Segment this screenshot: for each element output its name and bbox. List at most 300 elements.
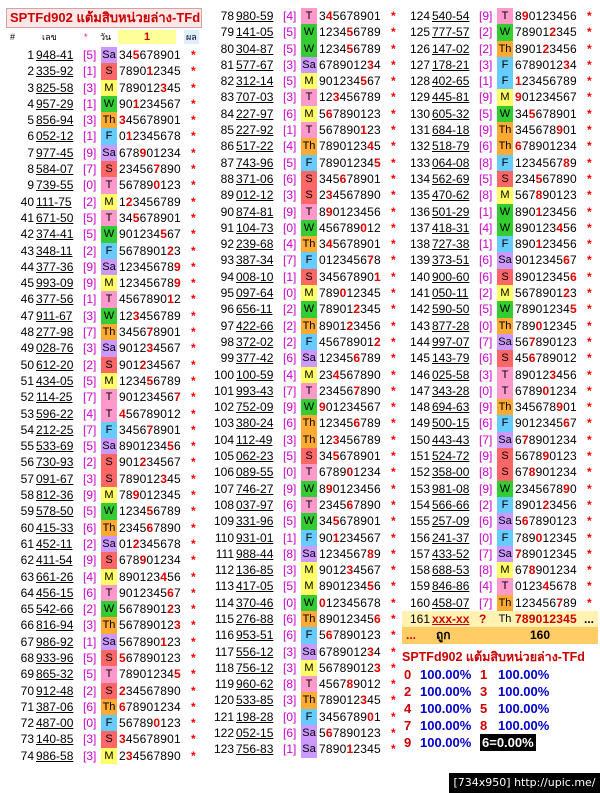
row-number: 110: [214, 530, 234, 545]
table-row: [206, 383, 402, 399]
row-number: 54: [20, 422, 34, 437]
row-number: 140: [409, 269, 430, 284]
stat-value: 100.00%: [420, 700, 472, 716]
row-index: [3]: [283, 693, 297, 708]
row-star: *: [391, 286, 396, 301]
table-row: [6, 80, 202, 96]
table-row: [6, 291, 202, 307]
row-star: *: [391, 432, 396, 447]
row-index: [7]: [83, 325, 97, 340]
row-sequence: 567890123: [319, 123, 381, 138]
hit-digit: 4: [325, 9, 333, 23]
summary-stats: [402, 666, 598, 751]
row-index: [3]: [283, 660, 297, 675]
row-index: [0]: [83, 716, 97, 731]
row-code: 012-12: [236, 188, 274, 203]
row-number: 143: [409, 318, 430, 333]
footer-label: ถูก: [436, 628, 451, 643]
row-sequence: 012345678: [319, 253, 381, 268]
row-code: 373-51: [432, 253, 470, 268]
row-number: 90: [220, 204, 234, 219]
row-index: [5]: [83, 504, 97, 519]
row-index: [6]: [283, 171, 297, 186]
row-code: 556-12: [236, 644, 274, 659]
row-code: 671-50: [36, 210, 74, 225]
hit-digit: 3: [125, 748, 133, 763]
row-index: [5]: [83, 48, 97, 62]
hit-digit: 5: [360, 74, 368, 89]
row-index: ?: [479, 611, 487, 626]
row-sequence: 890123456: [319, 579, 381, 594]
row-index: [2]: [479, 497, 493, 512]
row-number: 56: [20, 455, 34, 470]
row-day: M: [101, 80, 117, 96]
row-day: Th: [498, 612, 512, 625]
hit-digit: 5: [160, 227, 168, 242]
table-row: [402, 530, 598, 546]
row-day: F: [497, 155, 513, 171]
row-sequence: 678901234: [319, 644, 381, 659]
table-row: [6, 357, 202, 373]
row-number: 148: [409, 400, 430, 415]
row-day: Sa: [101, 634, 117, 650]
row-number: 79: [220, 25, 234, 40]
hit-digit: 4: [556, 220, 564, 235]
row-day: T: [101, 177, 117, 193]
hit-digit: 1: [125, 129, 133, 144]
row-day: Th: [497, 318, 513, 334]
row-index: [5]: [283, 74, 297, 89]
row-sequence: 567890123: [319, 106, 381, 121]
table-row: [206, 595, 402, 611]
row-code: 037-97: [236, 497, 274, 512]
row-code: 443-43: [432, 432, 470, 447]
row-number: 119: [214, 677, 234, 692]
footer-dots: ...: [406, 628, 417, 643]
hit-digit: 3: [146, 341, 154, 356]
hit-digit: 5: [346, 41, 354, 56]
hit-digit: 3: [332, 90, 340, 105]
row-number: 120: [213, 693, 234, 708]
table-row: [6, 406, 202, 422]
row-code: 417-05: [236, 579, 274, 594]
row-star: *: [587, 367, 592, 382]
row-number: 99: [220, 351, 234, 366]
row-sequence: 234567890: [515, 481, 577, 496]
row-code: 960-62: [236, 677, 274, 692]
row-number: 98: [220, 334, 234, 349]
row-sequence: 234567890: [119, 162, 181, 177]
table-row: [402, 171, 598, 187]
row-number: 6: [27, 129, 34, 144]
row-day: T: [301, 122, 317, 138]
row-day: F: [301, 155, 317, 171]
row-sequence: 345678901: [319, 269, 381, 284]
row-number: 57: [20, 471, 34, 486]
hit-digit: 6: [521, 514, 529, 529]
row-number: 85: [220, 123, 234, 138]
row-star: *: [587, 497, 592, 512]
row-code: 578-50: [36, 504, 74, 519]
row-day: S: [101, 161, 117, 177]
row-code: 458-07: [432, 595, 470, 610]
row-code: 418-31: [432, 220, 470, 235]
row-sequence: 456789012: [319, 220, 381, 235]
row-number: 150: [409, 432, 430, 447]
hit-digit: 6: [563, 253, 570, 268]
hit-digit: 4: [325, 237, 333, 252]
row-sequence: 789012345: [119, 471, 181, 486]
row-sequence: 567890123: [119, 650, 181, 665]
row-code: 993-09: [36, 276, 74, 291]
row-code: 241-37: [432, 530, 470, 545]
row-code: 500-15: [432, 416, 470, 431]
row-day: T: [497, 578, 513, 594]
table-row: [6, 617, 202, 633]
row-day: Sa: [101, 259, 117, 275]
row-day: F: [301, 709, 317, 725]
row-sequence: 345678901: [119, 325, 181, 340]
row-day: M: [101, 748, 117, 764]
row-day: W: [301, 220, 317, 236]
table-row: [6, 161, 202, 177]
row-number: 45: [20, 276, 34, 291]
row-index: [2]: [283, 334, 297, 349]
row-number: 141: [409, 286, 430, 301]
row-index: [4]: [283, 367, 297, 382]
row-day: Th: [497, 138, 513, 154]
row-star: *: [391, 253, 396, 268]
row-star: *: [391, 497, 396, 512]
row-index: [3]: [83, 471, 97, 486]
row-code: 566-66: [432, 497, 470, 512]
row-index: [5]: [283, 579, 297, 594]
row-sequence: 567890123: [319, 726, 381, 741]
row-number: 138: [409, 237, 430, 252]
row-index: [7]: [283, 253, 297, 268]
table-row: [6, 243, 202, 259]
hit-digit: 2: [167, 243, 174, 258]
row-day: W: [497, 220, 513, 236]
table-row: [402, 383, 598, 399]
row-number: 132: [409, 139, 430, 154]
table-row: [6, 454, 202, 470]
row-sequence: 789012345: [119, 80, 181, 95]
table-row: [206, 644, 402, 660]
hit-digit: 9: [132, 488, 140, 503]
table-row: [6, 145, 202, 161]
row-day: F: [301, 530, 317, 546]
row-index: [8]: [479, 563, 493, 578]
row-code: 276-88: [236, 611, 274, 626]
row-star: *: [391, 563, 396, 578]
table-row: [206, 41, 402, 57]
row-sequence: 890123456: [119, 439, 181, 454]
hit-digit: 5: [146, 373, 154, 388]
row-day: F: [101, 422, 117, 438]
row-sequence: 567890123: [319, 628, 381, 643]
row-day: S: [101, 63, 117, 79]
hit-digit: 1: [146, 64, 154, 79]
table-row: [402, 89, 598, 105]
row-day: W: [301, 399, 317, 415]
row-sequence: 901234567: [119, 341, 181, 356]
row-day: T: [101, 210, 117, 226]
row-number: 128: [409, 74, 430, 89]
row-index: [6]: [83, 520, 97, 535]
row-day: Sa: [101, 438, 117, 454]
stat-value: 100.00%: [498, 700, 550, 716]
row-index: [4]: [479, 220, 493, 235]
hit-digit: 6: [570, 269, 577, 284]
row-sequence: 890123456: [515, 204, 577, 219]
row-star: *: [191, 650, 196, 665]
row-number: 67: [20, 634, 34, 649]
row-day: T: [497, 367, 513, 383]
table-row: [206, 546, 402, 562]
row-number: 135: [409, 188, 430, 203]
table-row: [206, 138, 402, 154]
row-star: *: [191, 194, 196, 209]
row-day: Th: [101, 112, 117, 128]
row-code: 402-65: [432, 74, 470, 89]
row-day: Sa: [301, 725, 317, 741]
row-code: 136-85: [236, 563, 274, 578]
row-day: Th: [497, 41, 513, 57]
row-day: S: [301, 448, 317, 464]
row-star: *: [191, 569, 196, 584]
row-code: 605-32: [432, 106, 470, 121]
row-code: 100-59: [236, 367, 274, 382]
row-star: *: [191, 439, 196, 454]
row-code: 931-01: [236, 530, 274, 545]
current-row: [402, 611, 598, 627]
row-index: [2]: [83, 357, 97, 372]
row-sequence: 678901234: [515, 563, 577, 578]
row-day: M: [101, 275, 117, 291]
table-row: [206, 252, 402, 268]
row-sequence: 678901234: [119, 699, 181, 714]
table-row: [6, 324, 202, 340]
row-code: 064-08: [432, 155, 470, 170]
table-row: [402, 562, 598, 578]
hit-digit: 7: [521, 432, 529, 447]
row-sequence: 890123456: [515, 269, 577, 284]
row-day: S: [101, 683, 117, 699]
stat-row: [402, 683, 598, 700]
row-number: 145: [409, 351, 430, 366]
table-row: [206, 269, 402, 285]
hit-digit: 7: [174, 390, 181, 405]
hit-digit: 7: [515, 546, 522, 561]
hit-digit: 2: [139, 357, 147, 372]
table-row: [402, 41, 598, 57]
row-star: *: [587, 25, 592, 40]
row-number: 73: [20, 732, 34, 747]
row-code: 111-75: [36, 194, 72, 209]
row-index: [5]: [283, 41, 297, 56]
summary-title: SPTFd902 แต้มสิบหน่วยล่าง-TFd: [402, 649, 585, 664]
row-code: 688-53: [432, 563, 470, 578]
row-index: [3]: [283, 432, 297, 447]
row-number: 125: [409, 25, 430, 40]
row-number: 123: [213, 742, 234, 757]
table-row: [402, 578, 598, 594]
row-index: [5]: [83, 210, 97, 225]
row-index: [1]: [83, 634, 97, 649]
row-day: Th: [301, 415, 317, 431]
hit-digit: 5: [367, 579, 374, 594]
row-day: F: [101, 243, 117, 259]
row-sequence: 789012345: [319, 693, 381, 708]
row-number: 146: [409, 367, 430, 382]
row-index: [7]: [83, 390, 97, 405]
row-day: S: [101, 454, 117, 470]
row-sequence: 123456789: [319, 546, 381, 561]
table-row: [402, 301, 598, 317]
column-2: [206, 8, 402, 758]
hit-digit: 6: [119, 699, 126, 714]
row-day: Sa: [101, 47, 117, 63]
row-star: *: [391, 57, 396, 72]
row-star: *: [587, 416, 592, 431]
table-row: [402, 546, 598, 562]
row-code: 596-22: [36, 406, 74, 421]
hit-digit: 3: [160, 80, 168, 95]
row-star: *: [587, 563, 592, 578]
row-star: *: [191, 227, 196, 242]
hit-digit: 3: [374, 660, 381, 675]
row-number: 66: [20, 618, 34, 633]
row-day: T: [101, 291, 117, 307]
row-day: S: [101, 731, 117, 747]
row-star: *: [587, 220, 592, 235]
row-sequence: 901234567: [119, 585, 181, 600]
row-index: [2]: [83, 455, 97, 470]
row-star: *: [191, 292, 196, 307]
row-day: Sa: [301, 350, 317, 366]
row-code: 335-92: [36, 64, 74, 79]
row-code: 501-29: [432, 204, 470, 219]
row-day: S: [497, 350, 513, 366]
row-day: T: [101, 585, 117, 601]
row-day: F: [497, 73, 513, 89]
row-star: *: [587, 269, 592, 284]
row-star: *: [587, 400, 592, 415]
row-star: *: [587, 334, 592, 349]
row-star: *: [587, 481, 592, 496]
table-row: [402, 236, 598, 252]
table-row: [6, 601, 202, 617]
table-row: [206, 611, 402, 627]
hit-digit: 5: [132, 48, 140, 62]
row-code: 052-15: [236, 726, 274, 741]
row-index: [9]: [479, 9, 493, 23]
row-sequence: 890123456: [515, 220, 577, 235]
row-code: 980-59: [236, 9, 274, 23]
row-sequence: 789012345: [515, 611, 577, 626]
row-sequence: 789012345: [515, 530, 577, 545]
row-index: [4]: [83, 406, 97, 421]
row-index: [7]: [283, 383, 297, 398]
table-row: [6, 63, 202, 79]
row-star: *: [587, 204, 592, 219]
row-index: [6]: [283, 628, 297, 643]
row-code: 865-32: [36, 667, 74, 682]
row-sequence: 890123456: [515, 237, 577, 252]
table-row: [402, 138, 598, 154]
row-code: 584-07: [36, 162, 74, 177]
row-index: [6]: [283, 351, 297, 366]
hit-digit: 0: [542, 383, 550, 398]
header-hash: #: [10, 32, 16, 42]
hit-digit: 8: [563, 155, 570, 170]
row-day: T: [301, 497, 317, 513]
row-day: S: [301, 269, 317, 285]
row-day: Th: [301, 318, 317, 334]
hit-digit: 9: [174, 259, 181, 274]
row-day: Th: [497, 399, 513, 415]
row-code: 277-98: [36, 325, 74, 340]
hit-digit: 7: [556, 595, 564, 610]
hit-digit: 5: [146, 504, 154, 519]
row-star: *: [191, 602, 196, 617]
row-sequence: 123456789: [319, 41, 381, 56]
row-sequence: 678901234: [319, 57, 381, 72]
row-code: 948-41: [36, 48, 74, 62]
table-row: [402, 464, 598, 480]
hit-digit: 2: [132, 536, 140, 551]
row-sequence: 567890123: [319, 660, 381, 675]
row-day: Th: [301, 611, 317, 627]
row-index: [5]: [283, 514, 297, 529]
table-row: [206, 692, 402, 708]
row-star: *: [191, 488, 196, 503]
row-index: [6]: [283, 497, 297, 512]
row-day: F: [301, 334, 317, 350]
row-index: [6]: [479, 514, 493, 529]
row-number: 78: [220, 9, 234, 23]
row-day: T: [301, 464, 317, 480]
row-index: [9]: [283, 204, 297, 219]
row-number: 62: [20, 553, 34, 568]
table-row: [402, 155, 598, 171]
row-sequence: 123456789: [515, 155, 577, 170]
row-number: 48: [20, 325, 34, 340]
row-number: 133: [409, 155, 430, 170]
row-code: 198-28: [236, 709, 274, 724]
row-star: *: [391, 595, 396, 610]
row-code: 178-21: [432, 57, 470, 72]
row-index: [1]: [283, 530, 297, 545]
row-code: 684-18: [432, 123, 470, 138]
row-index: [5]: [283, 25, 297, 40]
row-index: [1]: [479, 237, 493, 252]
row-star: *: [191, 129, 196, 144]
row-star: *: [587, 57, 592, 72]
row-index: [3]: [283, 57, 297, 72]
row-sequence: 123456789: [119, 373, 181, 388]
row-day: Sa: [101, 145, 117, 161]
hit-digit: 0: [535, 530, 543, 545]
hit-digit: 6: [353, 416, 361, 431]
row-index: [2]: [83, 536, 97, 551]
row-number: 104: [213, 432, 234, 447]
row-number: 7: [27, 145, 34, 160]
row-star: *: [587, 9, 592, 23]
row-code: 900-60: [432, 269, 470, 284]
row-code: 374-41: [36, 227, 74, 242]
